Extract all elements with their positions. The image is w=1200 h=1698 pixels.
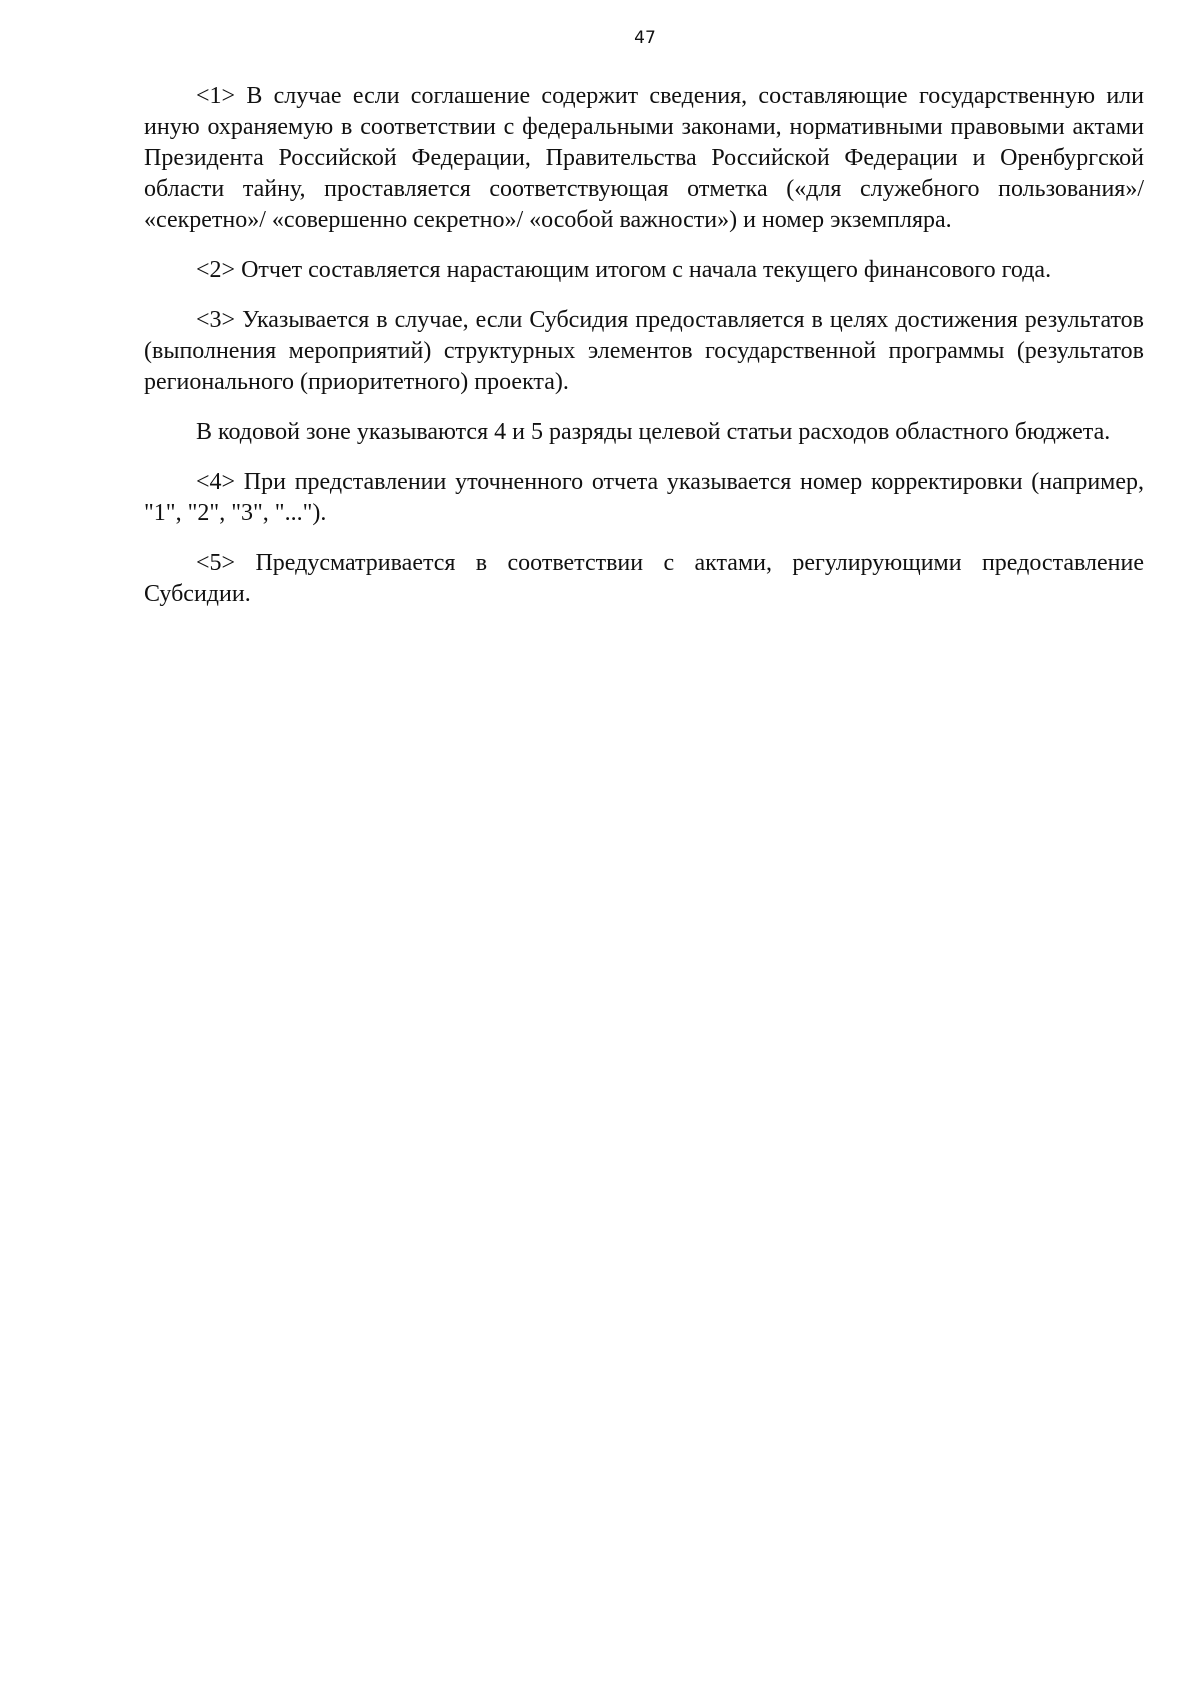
- page-number: 47: [634, 28, 656, 48]
- footnote-1: <1> В случае если соглашение содержит сведения, составляющие государственную или иную охраняемую в соответствии с федеральными законами, нормативными правовыми актами Президента Российской Федерации, Правительства Российской Федерации и Оренбургской области тайну, проставляется соответствующая отметка («для служебного пользования»/ «секретно»/ «совершенно секретно»/ «особой важности») и номер экземпляра.: [144, 83, 1144, 233]
- footnote-4: <4> При представлении уточненного отчета указывается номер корректировки (например, "1", "2", "3", "...").: [144, 469, 1144, 526]
- footnote-3-code-zone-note: В кодовой зоне указываются 4 и 5 разряды целевой статьи расходов областного бюджета.: [196, 419, 1111, 445]
- footnote-2: <2> Отчет составляется нарастающим итогом с начала текущего финансового года.: [196, 257, 1052, 283]
- footnotes-block: [144, 81, 1144, 629]
- footnote-3: <3> Указывается в случае, если Субсидия предоставляется в целях достижения результатов (выполнения мероприятий) структурных элементов государственной программы (результатов регионального (приоритетного) проекта).: [144, 307, 1144, 395]
- footnote-5: <5> Предусматривается в соответствии с актами, регулирующими предоставление Субсидии.: [144, 550, 1144, 607]
